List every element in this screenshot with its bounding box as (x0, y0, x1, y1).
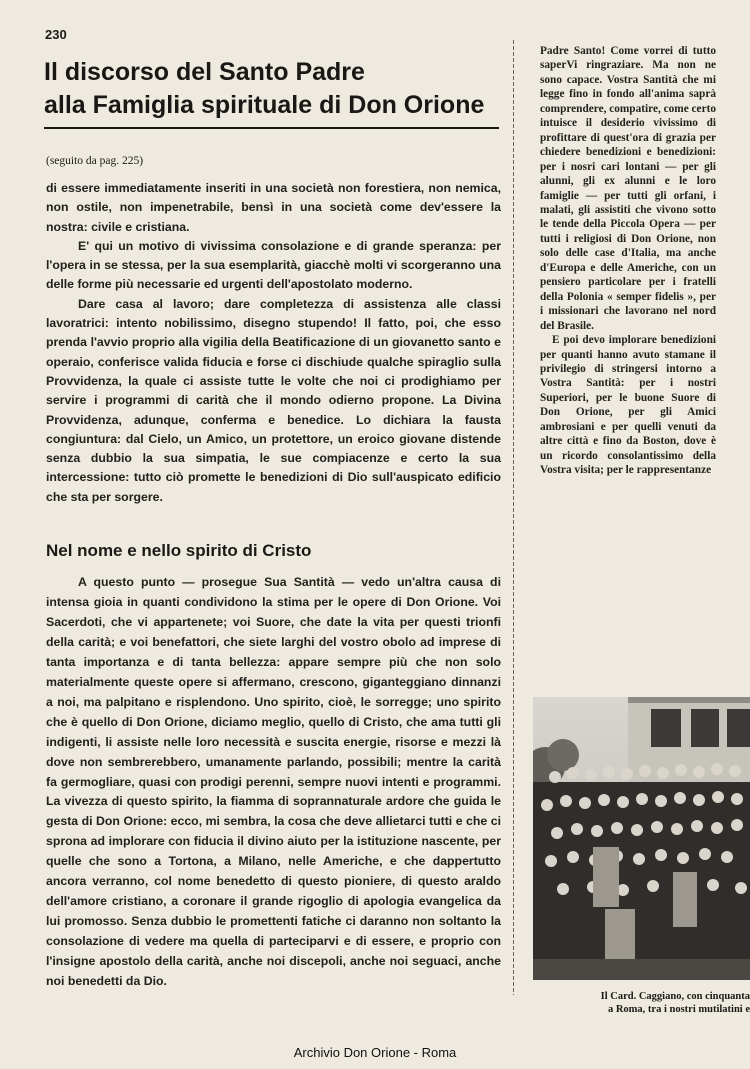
side-paragraph-1: Padre Santo! Come vorrei di tutto saperVi ringraziare. Ma non ne sono capace. Vostra Santità che mi legge fino in fondo all'anima saprà comprendere, compatire, come certo intuisce il desiderio vivissimo di profittare di quest'ora di grazia per chiedere benedizioni e benedizioni: per i nosri cari lontani — per gli alunni, gli ex alunni e le loro famiglie — per tutti gli orfani, i malati, gli assistiti che vivono sotto le tende della Piccola Opera — per tutti i religiosi di Don Orione, non solo delle case d'Italia, ma anche d'Europa e delle Americhe, con un pensiero particolare per i fratelli della Polonia « semper fidelis », per i missionari che lavorano nel nord del Brasile. (540, 45, 716, 332)
photo-caption (536, 990, 750, 1016)
page-number: 230 (45, 27, 67, 42)
caption-line-2: a Roma, tra i nostri mutilatini e (607, 1004, 750, 1015)
group-photo (533, 697, 750, 980)
continued-note: (seguito da pag. 225) (46, 155, 144, 167)
column-divider (513, 40, 514, 995)
title-line-2: alla Famiglia spirituale di Don Orione (44, 91, 485, 119)
caption-line-1: Il Card. Caggiano, con cinquanta (600, 991, 750, 1002)
main-column-part2 (46, 573, 501, 992)
side-column (540, 44, 716, 478)
main-paragraph-4: A questo punto — prosegue Sua Santità — vedo un'altra causa di intensa gioia in quanti condividono la stima per le opere di Don Orione. Voi Sacerdoti, che vi appartenete; voi Suore, che date la vita per questi trionfi della carità; e voi benefattori, che siete larghi del vostro obolo ad imprese di tanta importanza e di tanta bellezza: appare sempre più che non solo materialmente queste opere si affermano, crescono, giganteggiano dinnanzi a noi, ma palpitano e risplendono. Uno spirito, cioè, le sorregge; uno spirito che è quello di Don Orione, diciamo meglio, quello di Cristo, che ama tutti gli indigenti, li assiste nelle loro necessità e suscita energie, risorse e mezzi là dove non sembrerebbero, umanamente parlando, possibili; mentre la carità fa germogliare, quasi con prodigi perenni, sempre nuovi intenti e programmi. La vivezza di questo spirito, la fiamma di soprannaturale ardore che guida le gesta di Don Orione: ecco, mi sembra, la cosa che deve allietarci tutti e che ci sprona ad implorare con fiducia il divino aiuto per la istituzione nascente, per quelle che sono a Tortona, a Milano, nelle Americhe, e che dappertutto ancora verranno, col nome benedetto di questo pioniere, di questo araldo dell'amore cristiano, a coronare il grande rigoglio di apologia evangelica da lui promosso. Senza dubbio le promettenti fatiche ci daranno non soltanto la consolazione di vedere ma quella di parteciparvi e di essere, e proprio con l'insigne apostolo della carità, anche noi discepoli, anche noi seguaci, anche noi benedetti da Dio. (46, 575, 501, 989)
title-line-1: Il discorso del Santo Padre (44, 58, 365, 86)
section-heading: Nel nome e nello spirito di Cristo (46, 541, 312, 560)
main-column-part1 (46, 179, 501, 507)
side-paragraph-2: E poi devo implorare benedizioni per quanti hanno avuto stamane il privilegio di stringersi intorno a Vostra Santità: per i nostri Superiori, per le buone Suore di Don Orione, per gli Amici ambrosiani e per quelli venuti da altre città e fino da Boston, dove è un ricordo consolantissimo della Vostra visita; per le rappresentanze (540, 334, 716, 477)
group-photo-image (533, 697, 750, 980)
main-paragraph-1: di essere immediatamente inseriti in una società non forestiera, non nemica, non ostile, non impenetrabile, bensì in una società come dev'essere la nostra: civile e cristiana. (46, 181, 501, 234)
article-title (44, 56, 504, 122)
title-rule (44, 127, 499, 129)
main-paragraph-2: E' qui un motivo di vivissima consolazione e di grande speranza: per l'opera in se stessa, per la sua esemplarità, giacchè molti vi scorgeranno una delle forme più necessarie ed urgenti dell'apostolato moderno. (46, 238, 501, 292)
main-paragraph-3: Dare casa al lavoro; dare completezza di assistenza alle classi lavoratrici: intento nobilissimo, disegno stupendo! Il fatto, poi, che esso prenda l'avvio proprio alla vigilia della Beatificazione di un giovanetto santo e operaio, conferisce valida fiducia e forse ci dischiude qualche spiraglio sulla Provvidenza, la quale ci assiste tutte le volte che noi ci prodighiamo per servire i programmi di carità che il mondo odierno propone. La Divina Provvidenza, adunque, conferma e benedice. Lo dichiara la fausta congiuntura: dal Cielo, un Amico, un protettore, un eroico giovane distende senza dubbio la sua simpatia, le sue compiacenze e certo la sua intercessione: tutto ciò promette le benedizioni di Dio sull'auspicato edificio che sta per sorgere. (46, 296, 501, 504)
archive-footer: Archivio Don Orione - Roma (293, 1045, 457, 1060)
